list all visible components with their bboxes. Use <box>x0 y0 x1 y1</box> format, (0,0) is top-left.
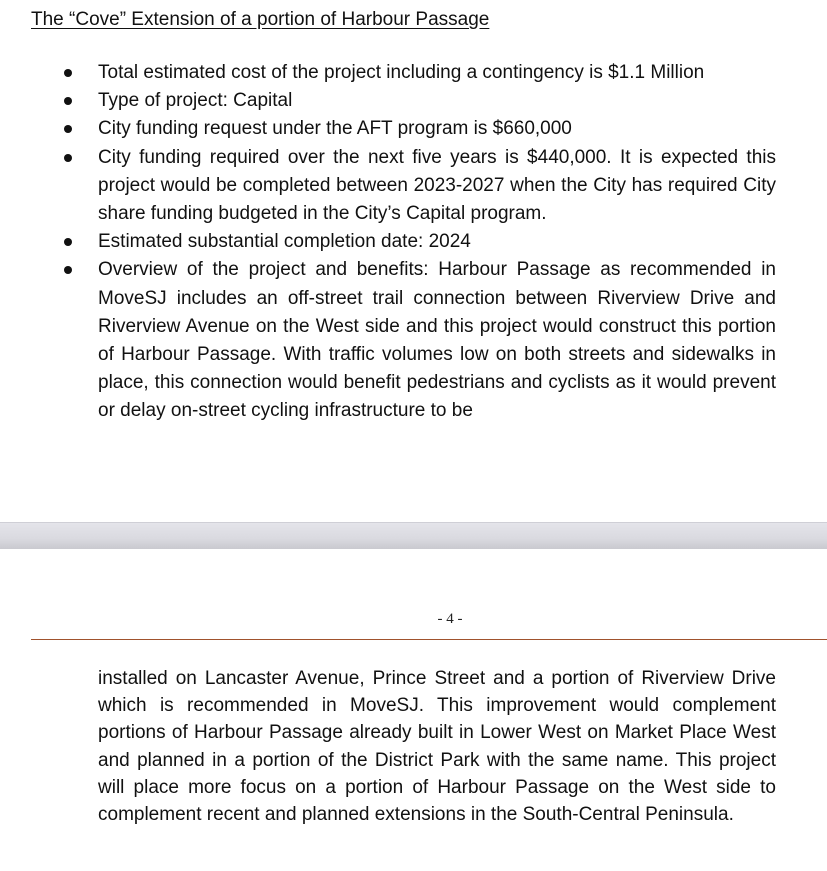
footer-rule <box>31 639 827 640</box>
bullet-item-funding-request <box>0 115 776 143</box>
bullet-text: Estimated substantial completion date: 2024 <box>98 231 471 253</box>
bullet-list <box>0 59 827 426</box>
section-heading: The “Cove” Extension of a portion of Harbour Passage <box>31 9 490 30</box>
bullet-text: Type of project: Capital <box>98 90 293 112</box>
continuation-paragraph: installed on Lancaster Avenue, Prince Street and a portion of Riverview Drive which is recommended in MoveSJ. This improvement would complement portions of Harbour Passage already built in Lower West on Market Place West and planned in a portion of the District Park with the same name. This project will place more focus on a portion of Harbour Passage on the West side to complement recent and planned extensions in the South-Central Peninsula. <box>98 668 776 826</box>
bullet-item-total-cost <box>0 59 776 87</box>
bullet-text: Total estimated cost of the project including a contingency is $1.1 Million <box>98 62 705 83</box>
bullet-item-five-year-funding <box>0 144 776 229</box>
bullet-icon <box>64 238 72 246</box>
bullet-icon <box>64 154 72 162</box>
bullet-text: City funding required over the next five years is $440,000. It is expected this project would be completed between 2023-2027 when the City has required City share funding budgeted in the City’s Capital program. <box>98 146 776 225</box>
document-page-bottom <box>0 549 827 871</box>
bullet-icon <box>64 125 72 133</box>
bullet-icon <box>64 69 72 77</box>
bullet-item-overview <box>0 256 776 425</box>
bullet-item-project-type <box>0 87 776 115</box>
page-number: - 4 - <box>437 611 463 627</box>
bullet-text: City funding request under the AFT program is $660,000 <box>98 118 572 140</box>
bullet-text: Overview of the project and benefits: Harbour Passage as recommended in MoveSJ includes an off-street trail connection between Riverview Drive and Riverview Avenue on the West side and this project would construct this portion of Harbour Passage. With traffic volumes low on both streets and sidewalks in place, this connection would benefit pedestrians and cyclists as it would prevent or delay on-street cycling infrastructure to be <box>98 259 776 422</box>
bullet-item-completion-date <box>0 228 776 256</box>
bullet-icon <box>64 97 72 105</box>
bullet-icon <box>64 266 72 274</box>
page-separator <box>0 522 827 549</box>
